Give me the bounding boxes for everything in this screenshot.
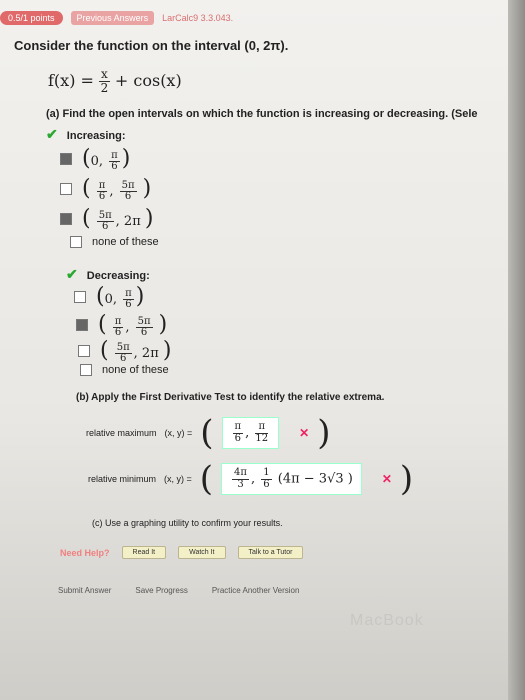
inc-option-1[interactable] <box>60 146 130 173</box>
inc-none-checkbox[interactable] <box>70 236 82 248</box>
min-frac-1 <box>232 468 249 490</box>
i1-frac <box>109 151 120 173</box>
practice-another-version-link[interactable]: Practice Another Version <box>211 586 300 595</box>
d2-frac-2 <box>136 317 153 339</box>
read-it-button[interactable]: Read It <box>122 546 167 559</box>
d1-frac <box>123 289 134 311</box>
max-d2: 12 <box>255 432 269 444</box>
d3-num: 5π <box>116 341 130 353</box>
d1-left: 0, <box>104 292 117 307</box>
increasing-text: Increasing: <box>66 130 126 142</box>
wrong-x-icon: ✕ <box>299 426 310 440</box>
rel-max-close-paren: ) <box>317 413 331 453</box>
rel-min-answer[interactable] <box>221 463 362 495</box>
dec-option-2[interactable] <box>76 312 167 339</box>
i3-num: 5π <box>98 209 112 221</box>
part-b-question: (b) Apply the First Derivative Test to identify the relative extrema. <box>76 392 385 403</box>
d3-frac <box>115 343 132 365</box>
i2-n1: π <box>98 179 106 191</box>
dec-interval-3: ( $\frac{5\pi}{6}$ , 2π ) <box>100 338 172 364</box>
rel-max-open-paren: ( <box>200 413 214 453</box>
i2-n2: 5π <box>121 179 135 191</box>
rel-min-row <box>88 459 414 499</box>
d2-n1: π <box>114 315 122 327</box>
max-d1: 6 <box>234 432 242 444</box>
talk-to-tutor-button[interactable]: Talk to a Tutor <box>238 546 304 559</box>
top-bar <box>0 8 520 28</box>
min-frac-2 <box>261 468 271 490</box>
i1-den: 6 <box>111 161 118 172</box>
max-n2: π <box>255 422 268 434</box>
dec-interval-1: (0, $\frac{\pi}{6}$) <box>96 284 145 310</box>
dec-option-1[interactable] <box>74 284 144 311</box>
fx-fraction <box>99 68 110 95</box>
d3-right: , 2π <box>133 346 159 361</box>
correct-check-icon: ✔ <box>46 126 58 142</box>
inc-none-text: none of these <box>92 236 159 248</box>
d2-d2: 6 <box>140 327 148 338</box>
fx-num: x <box>101 67 108 81</box>
previous-answers-link[interactable]: Previous Answers <box>71 11 155 25</box>
i3-right: , 2π <box>115 214 141 229</box>
rel-min-xy: (x, y) = <box>164 474 192 484</box>
i3-frac <box>97 211 114 233</box>
d3-den: 6 <box>120 353 127 364</box>
points-badge: 0.5/1 points <box>0 11 63 25</box>
dec-none-text: none of these <box>102 364 169 376</box>
inc-checkbox-3[interactable] <box>60 213 72 225</box>
fx-den: 2 <box>100 81 109 96</box>
dec-checkbox-3[interactable] <box>78 345 90 357</box>
i1-num: π <box>111 149 118 161</box>
dec-checkbox-1[interactable] <box>74 291 86 303</box>
inc-interval-1: (0, $\frac{\pi}{6}$) <box>82 146 131 172</box>
i2-d1: 6 <box>98 191 106 202</box>
correct-check-icon-2: ✔ <box>66 266 78 282</box>
d1-den: 6 <box>125 299 132 310</box>
dec-checkbox-2[interactable] <box>76 319 88 331</box>
help-row <box>60 546 303 559</box>
min-tail: (4π − 3√3 ) <box>277 471 353 487</box>
rel-max-row <box>86 413 331 453</box>
fx-suffix: + cos(x) <box>114 71 182 91</box>
rel-min-open-paren: ( <box>199 459 214 499</box>
submit-answer-link[interactable]: Submit Answer <box>58 586 112 595</box>
dec-option-3[interactable] <box>78 338 172 365</box>
dec-none-option[interactable] <box>80 364 169 376</box>
save-progress-link[interactable]: Save Progress <box>135 586 188 595</box>
screen-edge <box>508 0 525 700</box>
function-expression <box>48 68 182 95</box>
decreasing-label <box>66 266 150 283</box>
inc-checkbox-2[interactable] <box>60 183 72 195</box>
min-n2: 1 <box>263 467 270 478</box>
i2-d2: 6 <box>124 191 132 202</box>
rel-max-answer[interactable] <box>222 417 280 449</box>
max-n1: π <box>234 421 242 432</box>
macbook-label: MacBook <box>350 612 424 629</box>
min-d1: 3 <box>237 478 244 490</box>
increasing-label <box>46 126 125 143</box>
d2-frac-1 <box>113 317 124 339</box>
rel-min-close-paren: ) <box>399 459 414 499</box>
i2-frac-1 <box>97 181 108 203</box>
fx-prefix: f(x) = <box>48 71 94 91</box>
rel-max-label: relative maximum <box>86 428 157 438</box>
problem-title: Consider the function on the interval (0, 2π). <box>14 38 289 53</box>
i2-frac-2 <box>120 181 137 203</box>
need-help-label: Need Help? <box>60 547 110 558</box>
footer-actions <box>58 586 299 595</box>
inc-option-2[interactable] <box>60 176 151 203</box>
min-n1: 4π <box>234 467 247 478</box>
part-c-text: (c) Use a graphing utility to confirm your results. <box>92 518 283 528</box>
watch-it-button[interactable]: Watch It <box>178 546 225 559</box>
min-math: $\frac{4\pi}{3}$ , $\frac{1}{6} (4\pi - 3√3$ ) <box>234 467 353 490</box>
dec-none-checkbox[interactable] <box>80 364 92 376</box>
rel-min-label: relative minimum <box>88 474 157 484</box>
inc-interval-2: ( $\frac{\pi}{6}$ , $\frac{5\pi}{6}$ ) <box>82 176 152 202</box>
part-a-question: (a) Find the open intervals on which the function is increasing or decreasing. (Sele <box>46 108 478 120</box>
inc-checkbox-1[interactable] <box>60 153 72 165</box>
problem-code: LarCalc9 3.3.043. <box>162 13 234 23</box>
d2-n2: 5π <box>137 315 151 327</box>
min-d2: 6 <box>263 478 270 490</box>
d1-num: π <box>125 287 132 299</box>
inc-interval-3: ( $\frac{5\pi}{6}$ , 2π ) <box>82 206 154 232</box>
max-frac-1 <box>233 422 244 444</box>
wrong-x-icon-2: ✕ <box>381 472 392 486</box>
max-math: $\frac{\pi}{6}$ , $\frac{\pi}{12}$ <box>234 421 269 444</box>
decreasing-text: Decreasing: <box>86 270 150 282</box>
rel-max-xy: (x, y) = <box>164 428 193 438</box>
dec-interval-2: ( $\frac{\pi}{6}$ , $\frac{5\pi}{6}$ ) <box>98 312 168 338</box>
d2-d1: 6 <box>114 327 122 338</box>
max-frac-2 <box>255 422 268 444</box>
i3-den: 6 <box>102 221 109 232</box>
inc-option-3[interactable] <box>60 206 154 233</box>
inc-none-option[interactable] <box>70 236 159 248</box>
i1-left: 0, <box>90 154 103 169</box>
